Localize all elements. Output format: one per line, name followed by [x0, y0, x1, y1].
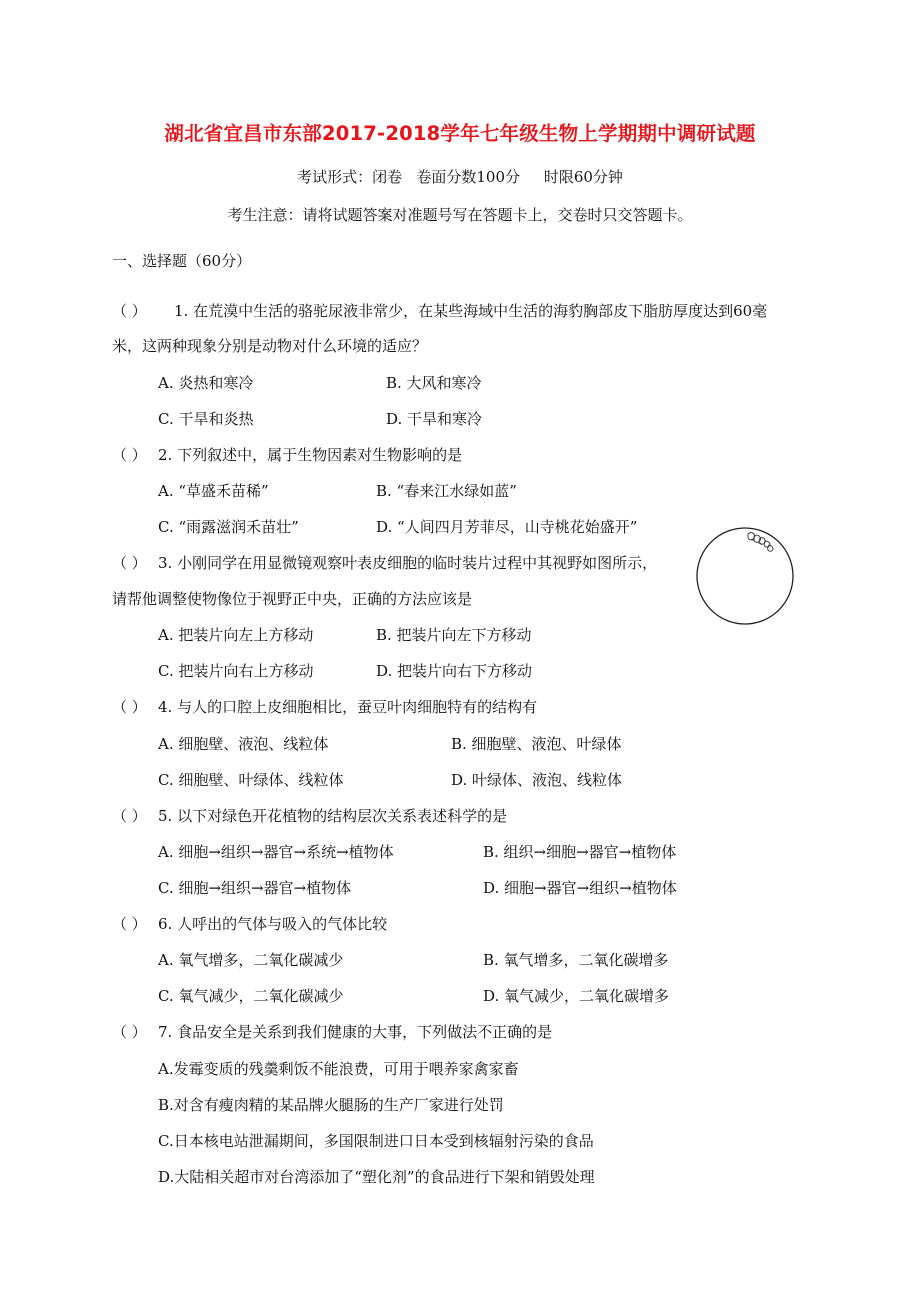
option-c: C. 氧气减少，二氧化碳减少 [158, 987, 344, 1005]
option-c: C.日本核电站泄漏期间，多国限制进口日本受到核辐射污染的食品 [158, 1132, 594, 1150]
question-stem: 3. 小刚同学在用显微镜观察叶表皮细胞的临时装片过程中其视野如图所示， [158, 554, 658, 572]
answer-bracket: （ ） [112, 1023, 147, 1041]
option-a: A. 细胞壁、液泡、线粒体 [158, 735, 329, 753]
option-c: C. “雨露滋润禾苗壮” [158, 518, 299, 536]
field-of-view-circle [697, 528, 793, 624]
answer-bracket: （ ） [112, 807, 147, 825]
option-b: B.对含有瘦肉精的某品牌火腿肠的生产厂家进行处罚 [158, 1096, 504, 1114]
section-heading: 一、选择题（60分） [112, 252, 252, 270]
question-5 [112, 805, 507, 826]
question-7 [112, 1021, 552, 1042]
option-c: C. 细胞壁、叶绿体、线粒体 [158, 771, 344, 789]
page-title: 湖北省宜昌市东部2017-2018学年七年级生物上学期期中调研试题 [164, 122, 756, 145]
option-a: A. 炎热和寒冷 [158, 374, 254, 392]
option-d: D. 干旱和寒冷 [386, 410, 483, 428]
answer-bracket: （ ） [112, 554, 147, 572]
question-1-stem-cont: 米，这两种现象分别是动物对什么环境的适应？ [112, 337, 428, 355]
answer-bracket: （ ） [112, 302, 147, 320]
option-d: D. 把装片向右下方移动 [376, 662, 533, 680]
option-c: C. 干旱和炎热 [158, 410, 254, 428]
microscope-field-figure [694, 525, 796, 627]
exam-notice: 考生注意：请将试题答案对准题号写在答题卡上，交卷时只交答题卡。 [227, 206, 693, 224]
question-3-stem-cont: 请帮他调整使物像位于视野正中央，正确的方法应该是 [112, 590, 473, 608]
question-6 [112, 913, 387, 934]
question-4 [112, 696, 537, 717]
option-a: A. 氧气增多，二氧化碳减少 [158, 951, 344, 969]
option-c: C. 细胞→组织→器官→植物体 [158, 879, 352, 897]
option-a: A.发霉变质的残羹剩饭不能浪费，可用于喂养家禽家畜 [158, 1060, 519, 1078]
option-a: A. “草盛禾苗稀” [158, 482, 269, 500]
option-b: B. 细胞壁、液泡、叶绿体 [451, 735, 622, 753]
question-stem: 4. 与人的口腔上皮细胞相比，蚕豆叶肉细胞特有的结构有 [158, 698, 538, 716]
question-stem: 5. 以下对绿色开花植物的结构层次关系表述科学的是 [158, 807, 508, 825]
answer-bracket: （ ） [112, 915, 147, 933]
answer-bracket: （ ） [112, 446, 147, 464]
option-d: D. 叶绿体、液泡、线粒体 [451, 771, 623, 789]
answer-bracket: （ ） [112, 698, 147, 716]
option-d: D.大陆相关超市对台湾添加了“塑化剂”的食品进行下架和销毁处理 [158, 1168, 595, 1186]
question-stem: 6. 人呼出的气体与吸入的气体比较 [158, 915, 388, 933]
option-b: B. 大风和寒冷 [386, 374, 482, 392]
option-b: B. 把装片向左下方移动 [376, 626, 532, 644]
question-stem: 1. 在荒漠中生活的骆驼尿液非常少，在某些海域中生活的海豹胸部皮下脂肪厚度达到60毫 [174, 302, 768, 320]
option-c: C. 把装片向右上方移动 [158, 662, 314, 680]
question-2 [112, 444, 462, 465]
question-3 [112, 552, 657, 573]
option-d: D. 细胞→器官→组织→植物体 [483, 879, 677, 897]
exam-info: 考试形式：闭卷 卷面分数100分 时限60分钟 [297, 168, 623, 186]
option-d: D. “人间四月芳菲尽，山寺桃花始盛开” [376, 518, 638, 536]
question-stem: 2. 下列叙述中，属于生物因素对生物影响的是 [158, 446, 463, 464]
option-b: B. 组织→细胞→器官→植物体 [483, 843, 677, 861]
question-1 [112, 300, 767, 321]
question-stem: 7. 食品安全是关系到我们健康的大事，下列做法不正确的是 [158, 1023, 553, 1041]
option-b: B. “春来江水绿如蓝” [376, 482, 517, 500]
option-a: A. 把装片向左上方移动 [158, 626, 314, 644]
option-a: A. 细胞→组织→器官→系统→植物体 [158, 843, 394, 861]
option-d: D. 氧气减少，二氧化碳增多 [483, 987, 670, 1005]
option-b: B. 氧气增多，二氧化碳增多 [483, 951, 669, 969]
